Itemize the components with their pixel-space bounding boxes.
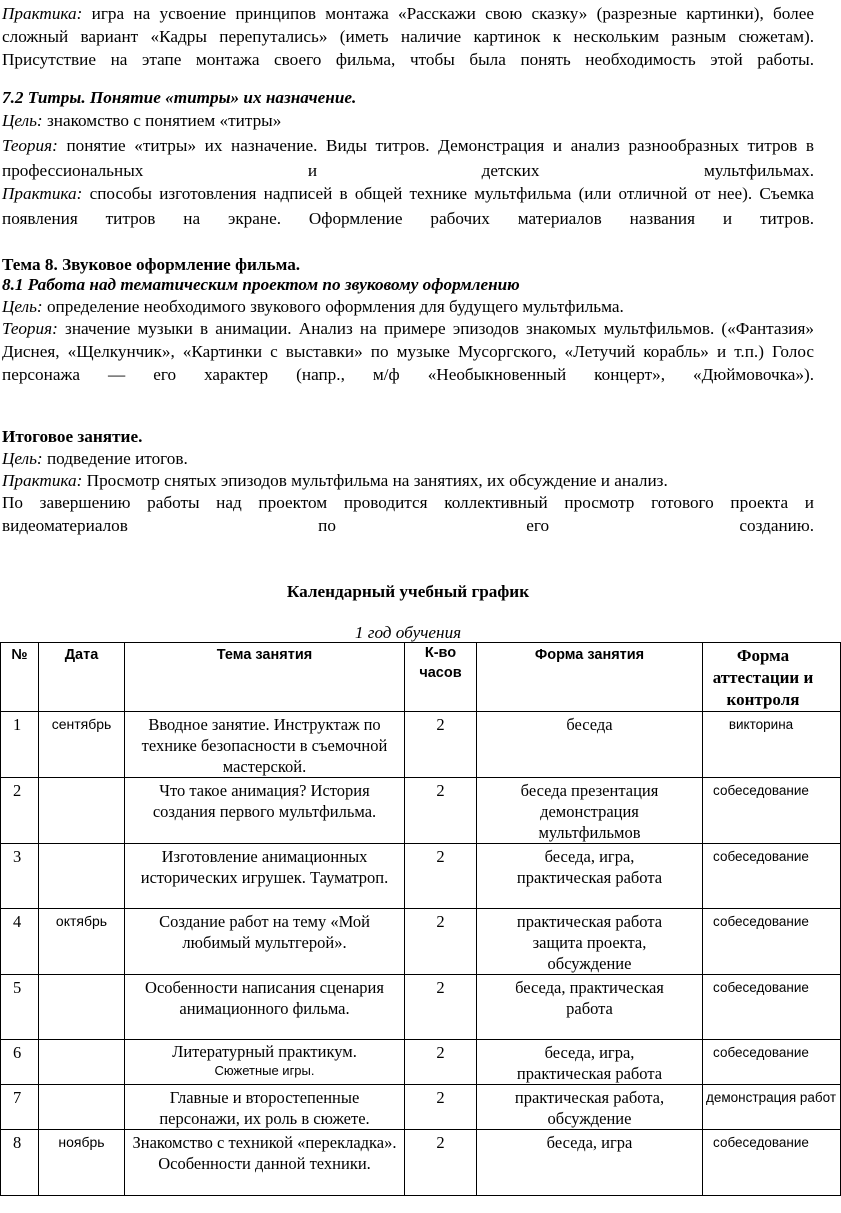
- header-form: Форма занятия: [477, 643, 703, 712]
- label-practice: Практика:: [2, 471, 83, 490]
- paragraph-final-review: По завершению работы над проектом проводится коллективный просмотр готового проекта и видеоматериалов по его созданию.: [2, 493, 814, 535]
- table-row: [1, 975, 841, 1040]
- table-row: [1, 1085, 841, 1130]
- table-row: [1, 1130, 841, 1196]
- row-date: [39, 975, 125, 1040]
- row-attestation: собеседование: [703, 909, 841, 975]
- row-date: [39, 778, 125, 844]
- schedule-table: [0, 642, 841, 1196]
- row-num: 3: [1, 844, 39, 909]
- row-topic: Что такое анимация? История создания первого мультфильма.: [125, 778, 405, 844]
- table-row: [1, 844, 841, 909]
- paragraph-text: значение музыки в анимации. Анализ на примере эпизодов знакомых мультфильмов. («Фантазия» Диснея, «Щелкунчик», «Картинки с выставки» по музыке Мусоргского, «Летучий корабль» и т.п.) Голос персонажа — его характер (напр., м/ф «Необыкновенный концерт», «Дюймовочка»).: [2, 319, 814, 384]
- row-form: беседа, практическая работа: [477, 975, 703, 1040]
- row-hours: 2: [405, 975, 477, 1040]
- row-topic: Вводное занятие. Инструктаж по технике безопасности в съемочной мастерской.: [125, 712, 405, 778]
- row-hours: 2: [405, 1040, 477, 1085]
- schedule-subtitle: 1 год обучения: [354, 623, 462, 642]
- row-form: практическая работа защита проекта, обсуждение: [477, 909, 703, 975]
- table-header-row: [1, 643, 841, 712]
- row-date: [39, 1085, 125, 1130]
- table-row: [1, 778, 841, 844]
- row-topic-subtitle: Сюжетные игры.: [214, 1063, 315, 1078]
- header-topic: Тема занятия: [125, 643, 405, 712]
- row-attestation: собеседование: [703, 1040, 841, 1085]
- row-num: 1: [1, 712, 39, 778]
- row-attestation: демонстрация работ: [703, 1085, 841, 1130]
- paragraph-theory-titles: [2, 133, 814, 183]
- row-hours: 2: [405, 778, 477, 844]
- header-hours: К-во часов: [405, 643, 477, 712]
- row-attestation: собеседование: [703, 844, 841, 909]
- label-goal: Цель:: [2, 449, 43, 468]
- header-num: №: [1, 643, 39, 712]
- row-date: [39, 1040, 125, 1085]
- row-attestation: собеседование: [703, 778, 841, 844]
- row-topic: Особенности написания сценария анимационного фильма.: [125, 975, 405, 1040]
- schedule-title: Календарный учебный график: [286, 582, 530, 601]
- label-practice: Практика:: [2, 4, 83, 23]
- paragraph-goal-titles: [2, 109, 814, 132]
- paragraph-text: Просмотр снятых эпизодов мультфильма на занятиях, их обсуждение и анализ.: [82, 471, 668, 490]
- paragraph-text: знакомство с понятием «титры»: [42, 111, 282, 130]
- row-topic: Знакомство с техникой «перекладка». Особенности данной техники.: [125, 1130, 405, 1196]
- row-num: 8: [1, 1130, 39, 1196]
- row-hours: 2: [405, 712, 477, 778]
- row-topic: Главные и второстепенные персонажи, их роль в сюжете.: [125, 1085, 405, 1130]
- table-row: [1, 1040, 841, 1085]
- label-goal: Цель:: [2, 297, 43, 316]
- row-num: 2: [1, 778, 39, 844]
- label-practice: Практика:: [2, 184, 83, 203]
- label-theory: Теория:: [2, 136, 58, 155]
- row-form: беседа, игра: [477, 1130, 703, 1196]
- header-date: Дата: [39, 643, 125, 712]
- section-heading-topic-8: Тема 8. Звуковое оформление фильма.: [2, 255, 301, 274]
- paragraph-goal-sound: [2, 295, 814, 318]
- row-attestation: собеседование: [703, 975, 841, 1040]
- row-hours: 2: [405, 1085, 477, 1130]
- table-row: [1, 909, 841, 975]
- row-topic: Изготовление анимационных исторических игрушек. Тауматроп.: [125, 844, 405, 909]
- paragraph-practice-titles: [2, 181, 814, 231]
- paragraph-text: игра на усвоение принципов монтажа «Расскажи свою сказку» (разрезные картинки), более сложный вариант «Кадры перепутались» (иметь наличие картинок к нескольким разным сюжетам). Присутствие на этапе монтажа своего фильма, чтобы была понять необходимость этой работы.: [2, 4, 814, 69]
- row-hours: 2: [405, 1130, 477, 1196]
- label-goal: Цель:: [2, 111, 43, 130]
- section-heading-7-2: 7.2 Титры. Понятие «титры» их назначение.: [2, 88, 357, 107]
- paragraph-text: определение необходимого звукового оформления для будущего мультфильма.: [42, 297, 624, 316]
- paragraph-text: способы изготовления надписей в общей технике мультфильма (или отличной от нее). Съемка появления титров на экране. Оформление рабочих материалов названия и титров.: [2, 184, 814, 228]
- row-date: ноябрь: [39, 1130, 125, 1196]
- table-row: [1, 712, 841, 778]
- row-date: октябрь: [39, 909, 125, 975]
- row-date: [39, 844, 125, 909]
- row-hours: 2: [405, 909, 477, 975]
- row-form: практическая работа, обсуждение: [477, 1085, 703, 1130]
- row-topic-cell: [125, 1040, 405, 1085]
- row-num: 5: [1, 975, 39, 1040]
- label-theory: Теория:: [2, 319, 58, 338]
- row-num: 4: [1, 909, 39, 975]
- row-date: сентябрь: [39, 712, 125, 778]
- row-form: беседа, игра, практическая работа: [477, 844, 703, 909]
- paragraph-text: понятие «титры» их назначение. Виды титров. Демонстрация и анализ разнообразных титров в профессиональных и детских мультфильмах.: [2, 136, 814, 180]
- header-attestation: Форма аттестации и контроля: [703, 643, 841, 712]
- row-num: 7: [1, 1085, 39, 1130]
- paragraph-practice-montage: [2, 2, 814, 71]
- section-heading-final: Итоговое занятие.: [2, 427, 143, 446]
- row-topic: Создание работ на тему «Мой любимый мультгерой».: [125, 909, 405, 975]
- row-form: беседа презентация демонстрация мультфильмов: [477, 778, 703, 844]
- paragraph-practice-final: [2, 469, 814, 492]
- section-heading-8-1: 8.1 Работа над тематическим проектом по звуковому оформлению: [2, 275, 520, 294]
- row-topic: Литературный практикум.: [172, 1042, 357, 1061]
- row-num: 6: [1, 1040, 39, 1085]
- row-form: беседа, игра, практическая работа: [477, 1040, 703, 1085]
- paragraph-theory-sound: [2, 317, 814, 386]
- row-hours: 2: [405, 844, 477, 909]
- row-attestation: викторина: [703, 712, 841, 778]
- paragraph-goal-final: [2, 447, 814, 470]
- paragraph-text: подведение итогов.: [42, 449, 188, 468]
- row-attestation: собеседование: [703, 1130, 841, 1196]
- row-form: беседа: [477, 712, 703, 778]
